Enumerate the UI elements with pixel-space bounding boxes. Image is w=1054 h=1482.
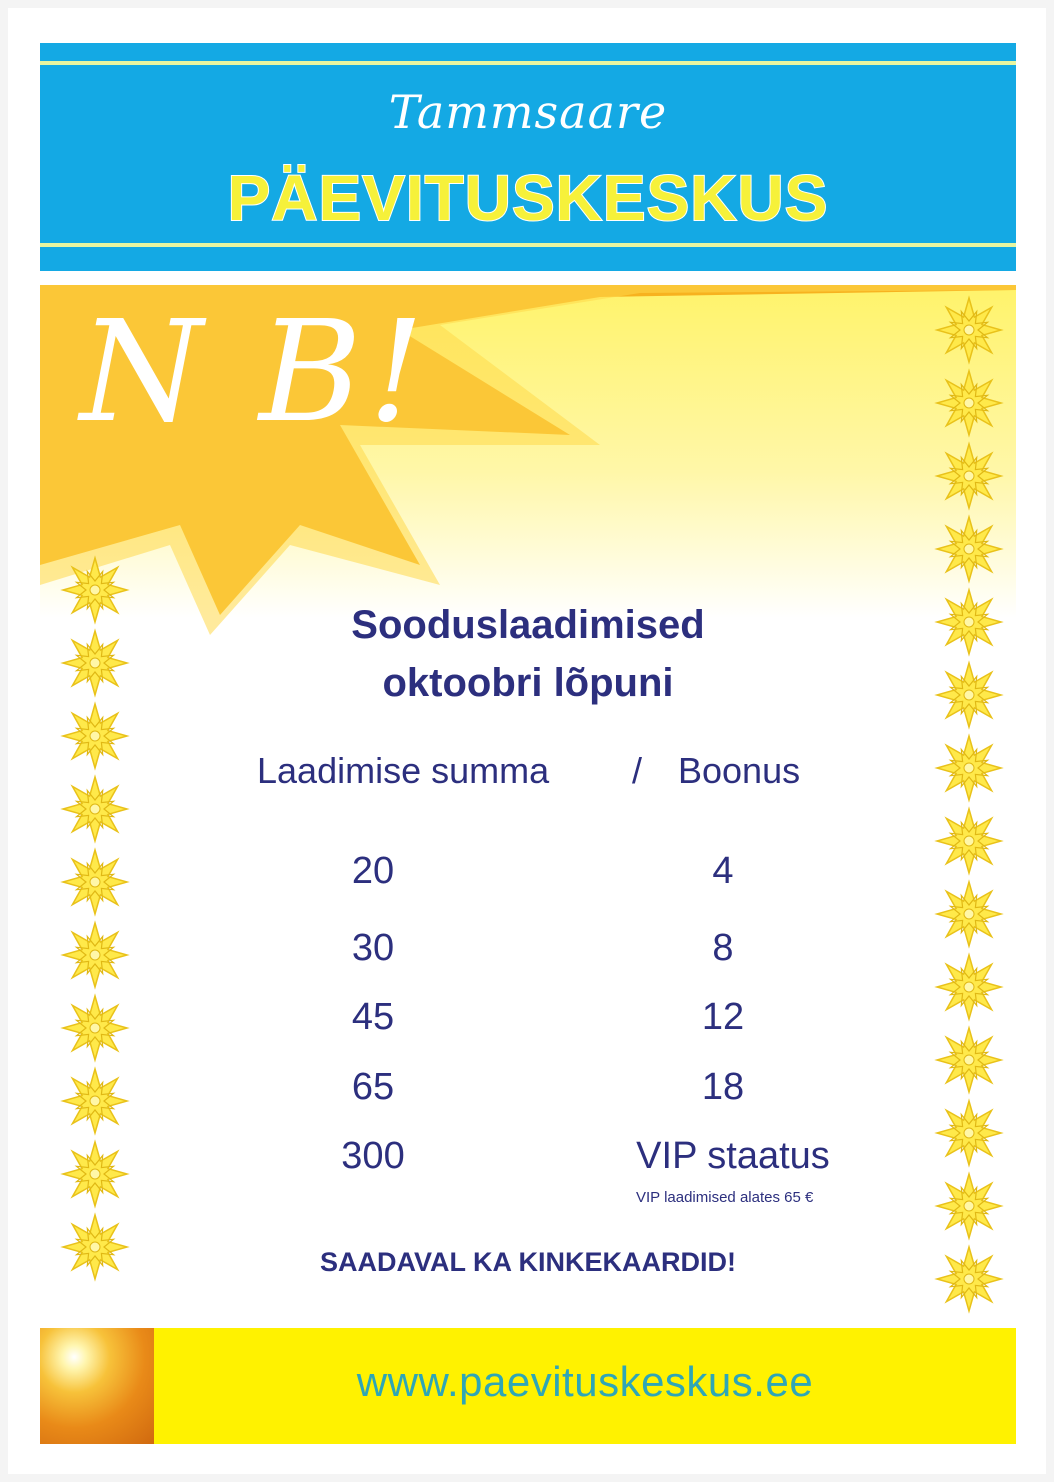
amount-value: 45 — [351, 996, 395, 1038]
bonus-value: 12 — [701, 996, 745, 1038]
offer-content — [40, 285, 1016, 1325]
sun-icon — [40, 1328, 154, 1444]
bonus-value: 4 — [712, 850, 734, 892]
column-header-separator: / — [632, 750, 643, 791]
column-header-bonus: Boonus — [678, 750, 801, 791]
bonus-value: 18 — [701, 1066, 745, 1108]
vip-note: VIP laadimised alates 65 € — [636, 1189, 814, 1206]
brand-main-title: PÄEVITUSKESKUS — [227, 162, 829, 234]
footer-banner — [40, 1328, 1016, 1444]
poster-page — [8, 8, 1046, 1474]
bonus-value: 8 — [712, 927, 734, 969]
header-banner — [40, 43, 1016, 271]
amount-value: 65 — [351, 1066, 395, 1108]
gift-cards-notice: SAADAVAL KA KINKEKAARDID! — [320, 1247, 736, 1277]
amount-value: 20 — [351, 850, 395, 892]
headline-line-1: Sooduslaadimised — [351, 603, 705, 647]
header-top-line — [40, 61, 1016, 65]
column-header-amount: Laadimise summa — [257, 750, 550, 791]
bonus-value: VIP staatus — [636, 1135, 830, 1177]
website-link[interactable]: www.paevituskeskus.ee — [356, 1358, 814, 1405]
headline-line-2: oktoobri lõpuni — [382, 661, 674, 705]
nb-badge-text: N B! — [80, 291, 431, 454]
amount-value: 300 — [341, 1135, 405, 1177]
offer-panel — [40, 285, 1016, 1325]
header-bottom-line — [40, 243, 1016, 247]
brand-script-title: Tammsaare — [388, 85, 668, 139]
amount-value: 30 — [351, 927, 395, 969]
